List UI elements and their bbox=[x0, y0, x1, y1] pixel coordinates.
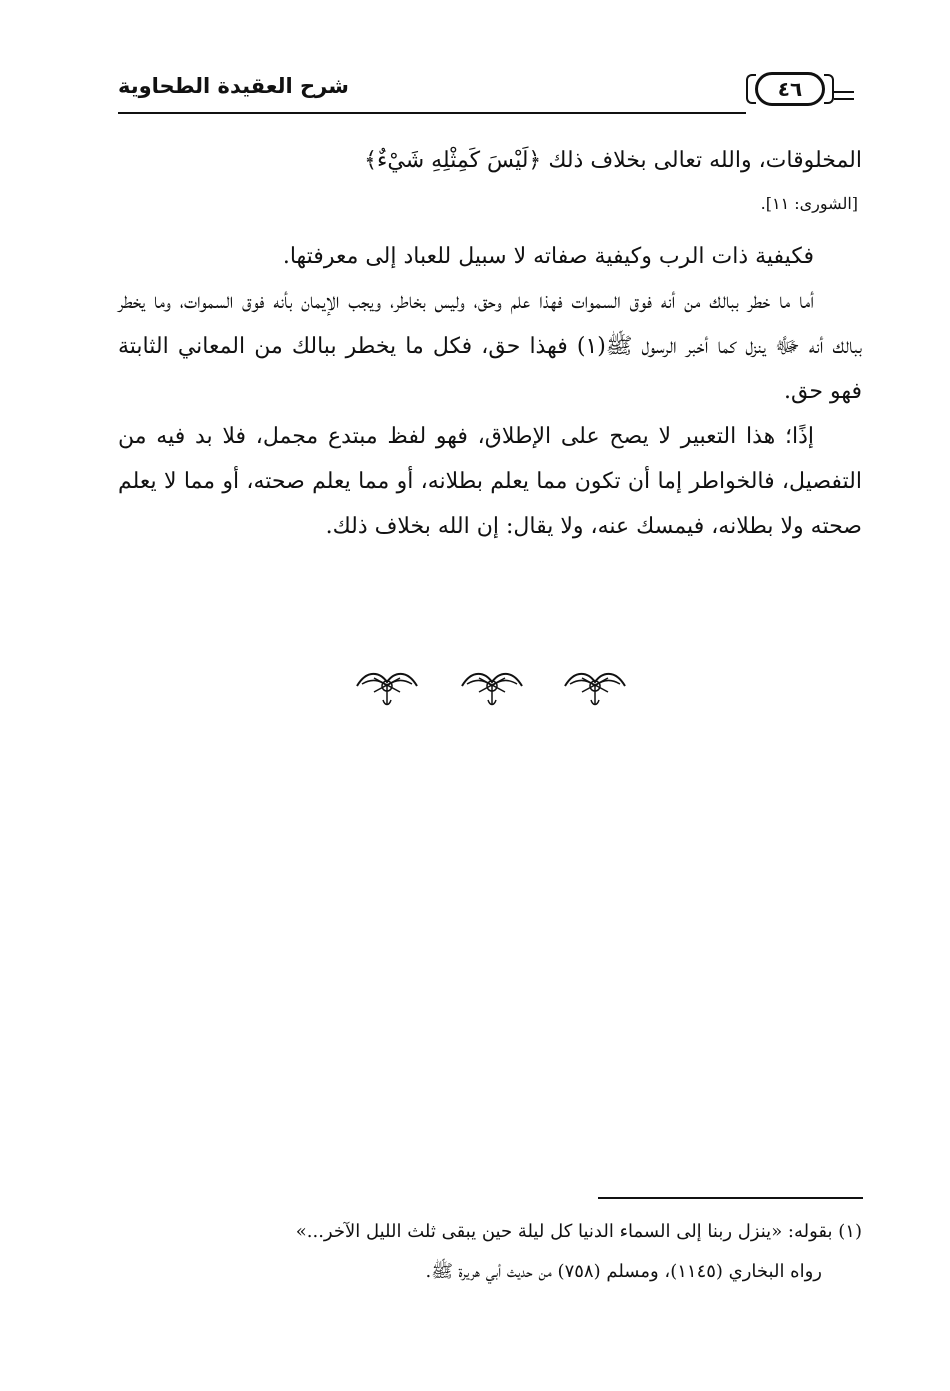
page-number-frame bbox=[746, 70, 834, 108]
opening-line: المخلوقات، والله تعالى بخلاف ذلك ﴿لَيْسَ كَمِثْلِهِ شَيْءٌ﴾ bbox=[364, 148, 862, 173]
header-double-line-bottom bbox=[834, 98, 854, 100]
main-text bbox=[118, 138, 862, 183]
footnote-1: (١) بقوله: «ينزل ربنا إلى السماء الدنيا كل ليلة حين يبقى ثلث الليل الآخر...» bbox=[295, 1221, 862, 1242]
paragraph-3: إذًا؛ هذا التعبير لا يصح على الإطلاق، فهو لفظ مبتدع مجمل، فلا بد فيه من التفصيل، فالخواطر إما أن تكون مما يعلم بطلانه، أو مما يعلم صحته، أو مما لا يعلم صحته ولا بطلانه، فيمسك عنه، ولا يقال: إن الله بخلاف ذلك. bbox=[118, 424, 862, 539]
fleuron-icon bbox=[457, 664, 527, 710]
paragraph-2: أما ما خطر ببالك من أنه فوق السموات فهذا علم وحق، وليس بخاطر، ويجب الإيمان بأنه فوق السموات، وما يخطر ببالك أنه ﷻ ينزل كما أخبر الرسول ﷺ(١) فهذا حق، فكل ما يخطر ببالك من المعاني الثابتة فهو حق. bbox=[118, 289, 862, 404]
fleuron-icon bbox=[352, 664, 422, 710]
book-title: شرح العقيدة الطحاوية bbox=[118, 74, 349, 98]
page-number: ٤٦ bbox=[777, 77, 803, 101]
footnotes bbox=[190, 1212, 862, 1292]
header-rule bbox=[118, 112, 746, 114]
fleuron-icon bbox=[560, 664, 630, 710]
footnote-1-source: رواه البخاري (١١٤٥)، ومسلم (٧٥٨) من حديث أبي هريرة ﷺ. bbox=[425, 1261, 822, 1282]
quran-reference: [الشورى: ١١]. bbox=[760, 194, 858, 213]
header-double-line-top bbox=[834, 91, 854, 93]
footnote-separator bbox=[598, 1197, 863, 1199]
paragraph-1: فكيفية ذات الرب وكيفية صفاته لا سبيل للعباد إلى معرفتها. bbox=[282, 244, 814, 269]
page-header bbox=[118, 68, 854, 118]
section-divider bbox=[352, 664, 632, 712]
paragraph-block bbox=[118, 234, 862, 549]
